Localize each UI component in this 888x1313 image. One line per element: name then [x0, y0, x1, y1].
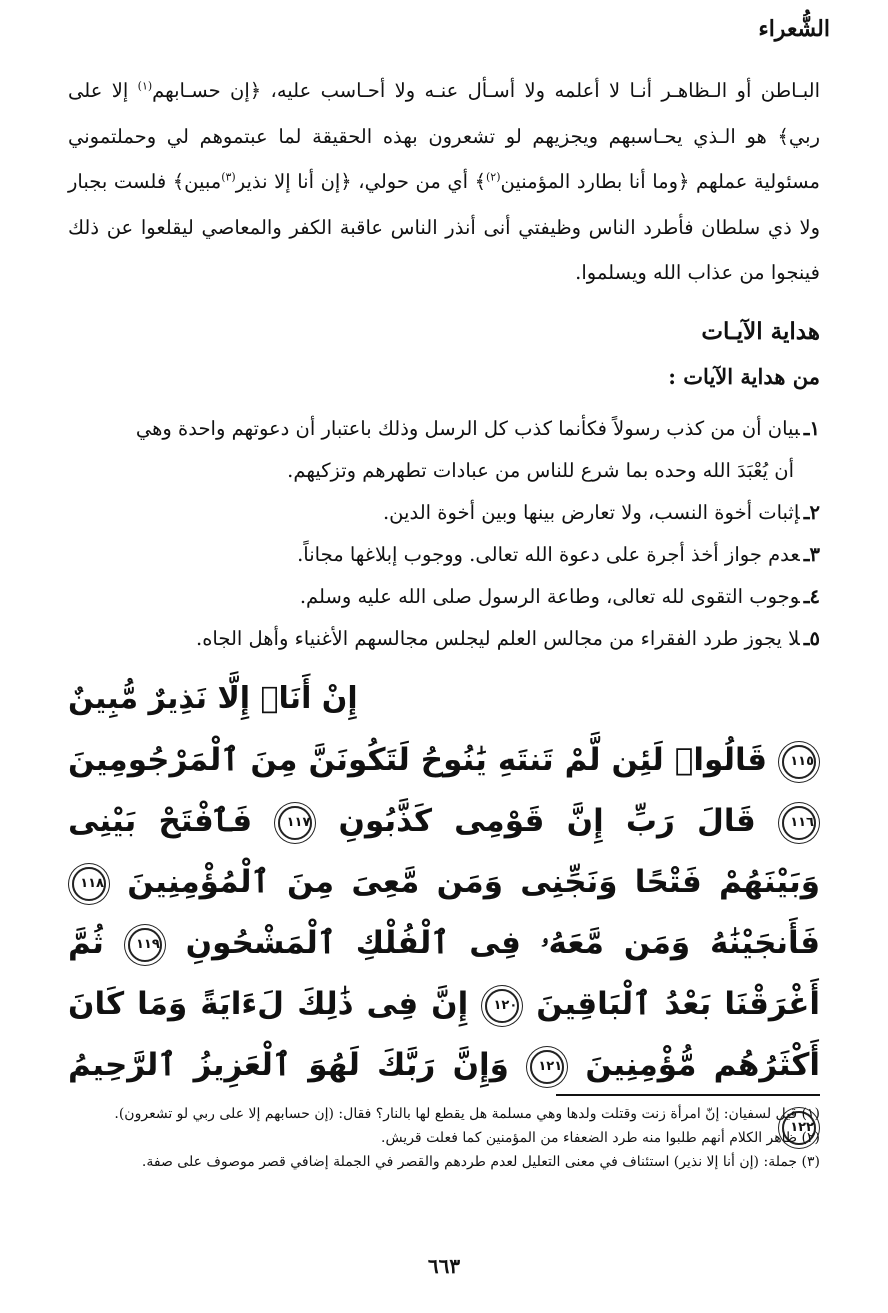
paragraph-segment: مبين﴾ فلست بجبار ولا ذي سلطان فأطرد الناس وظيفتي أنى أنذر الناس عاقبة الكفر والمعاصي ليقلعوا عن ذلك فينجوا من عذاب الله ويسلموا.	[68, 170, 820, 284]
quran-verse-text: فَٱفْتَحْ بَيْنِى وَبَيْنَهُمْ فَتْحًا وَنَجِّنِى وَمَن مَّعِىَ مِنَ ٱلْمُؤْمِنِينَ	[68, 803, 820, 900]
footnote-divider	[556, 1094, 820, 1096]
footnote-ref-1[interactable]: (١)	[137, 79, 153, 93]
list-item	[60, 618, 820, 660]
footnote-ref-3[interactable]: (٣)	[221, 170, 236, 184]
paragraph-segment: ﴾ أي من حولي، ﴿إن أنا إلا نذير	[235, 170, 486, 193]
lessons-list	[60, 408, 820, 660]
footnote-item: (٣) جملة: (إن أنا إلا نذير) استئناف في معنى التعليل لعدم طردهم والقصر في الجملة إضافي قصر موصوف على صفة.	[141, 1154, 820, 1170]
paragraph-segment: إلا على ربي﴾ هو الـذي يحـاسبهم ويجزيهم لو تشعرون بهذه الحقيقة لما عبتموهم لي وحملتموني مسئولية عملهم ﴿وما أنا بطارد المؤمنين	[68, 79, 820, 193]
quran-verse-text: إِنَّ فِى ذَٰلِكَ لَءَايَةً وَمَا كَانَ أَكْثَرُهُم مُّؤْمِنِينَ	[68, 986, 820, 1083]
list-item	[60, 492, 820, 534]
quran-opening-phrase: إِنْ أَنَا۠ إِلَّا نَذِيرٌ مُّبِينٌ	[68, 681, 358, 716]
list-item-continuation: أن يُعْبَدَ الله وحده بما شرع للناس من عبادات تطهرهم وتزكيهم.	[287, 459, 794, 482]
page-number: ٦٦٣	[427, 1254, 461, 1278]
ayah-marker-121: ١٢١	[530, 1050, 564, 1084]
ayah-marker-118: ١١٨	[72, 867, 106, 901]
ayah-marker-119: ١١٩	[128, 928, 162, 962]
ayah-marker-122: ١٢٢	[782, 1111, 816, 1145]
list-item-text: وجوب التقوى لله تعالى، وطاعة الرسول صلى الله عليه وسلم.	[299, 585, 800, 608]
list-item	[60, 534, 820, 576]
list-item-number: ٥ـ	[803, 627, 820, 650]
section-heading: هداية الآيـات	[701, 318, 820, 345]
quran-verse-text: فَأَنجَيْنَٰهُ وَمَن مَّعَهُۥ فِى ٱلْفُلْكِ ٱلْمَشْحُونِ	[185, 925, 821, 961]
ayah-marker-117: ١١٧	[278, 806, 312, 840]
paragraph-segment: البـاطن أو الـظاهـر أنـا لا أعلمه ولا أسـأل عنـه ولا أحـاسب عليه، ﴿إن حسـابهم	[152, 79, 821, 102]
quran-verse-text: ثُمَّ أَغْرَقْنَا بَعْدُ ٱلْبَاقِينَ	[68, 925, 820, 1022]
quran-verse-text: قَالَ رَبِّ إِنَّ قَوْمِى كَذَّبُونِ	[338, 803, 756, 839]
footnote-ref-2[interactable]: (٢)	[486, 170, 501, 184]
list-item	[60, 408, 820, 492]
footnote-item: (٢) ظاهر الكلام أنهم طلبوا منه طرد الضعفاء من المؤمنين كما فعلت قريش.	[381, 1130, 820, 1146]
list-item-number: ٢ـ	[803, 501, 820, 524]
quran-verse-text: قَالُوا۟ لَئِن لَّمْ تَنتَهِ يَٰنُوحُ لَتَكُونَنَّ مِنَ ٱلْمَرْجُومِينَ	[68, 742, 767, 778]
quran-verses	[68, 730, 820, 1157]
list-item-number: ١ـ	[803, 417, 820, 440]
quran-verse-text: وَإِنَّ رَبَّكَ لَهُوَ ٱلْعَزِيزُ ٱلرَّحِيمُ	[68, 1047, 509, 1083]
footnote-item: (١) قيل لسفيان: إنّ امرأة زنت وقتلت ولدها وهي مسلمة هل يقطع لها بالنار؟ فقال: (إن حسابهم إلا على ربي لو تشعرون).	[114, 1106, 820, 1122]
list-item-text: بيان أن من كذب رسولاً فكأنما كذب كل الرسل وذلك باعتبار أن دعوتهم واحدة وهي	[135, 417, 800, 440]
list-item-text: عدم جواز أخذ أجرة على دعوة الله تعالى. ووجوب إبلاغها مجاناً.	[297, 543, 800, 566]
running-head: الشُّعراء	[758, 16, 830, 42]
list-item	[60, 576, 820, 618]
list-item-text: إثبات أخوة النسب، ولا تعارض بينها وبين أخوة الدين.	[382, 501, 800, 524]
sub-heading: من هداية الآيات :	[668, 364, 820, 389]
ayah-marker-115: ١١٥	[782, 745, 816, 779]
ayah-marker-120: ١٢٠	[485, 989, 519, 1023]
list-item-text: لا يجوز طرد الفقراء من مجالس العلم ليجلس مجالسهم الأغنياء وأهل الجاه.	[196, 627, 800, 650]
commentary-paragraph	[68, 68, 820, 296]
list-item-number: ٣ـ	[803, 543, 820, 566]
list-item-number: ٤ـ	[803, 585, 820, 608]
ayah-marker-116: ١١٦	[782, 806, 816, 840]
footnotes	[68, 1102, 820, 1174]
